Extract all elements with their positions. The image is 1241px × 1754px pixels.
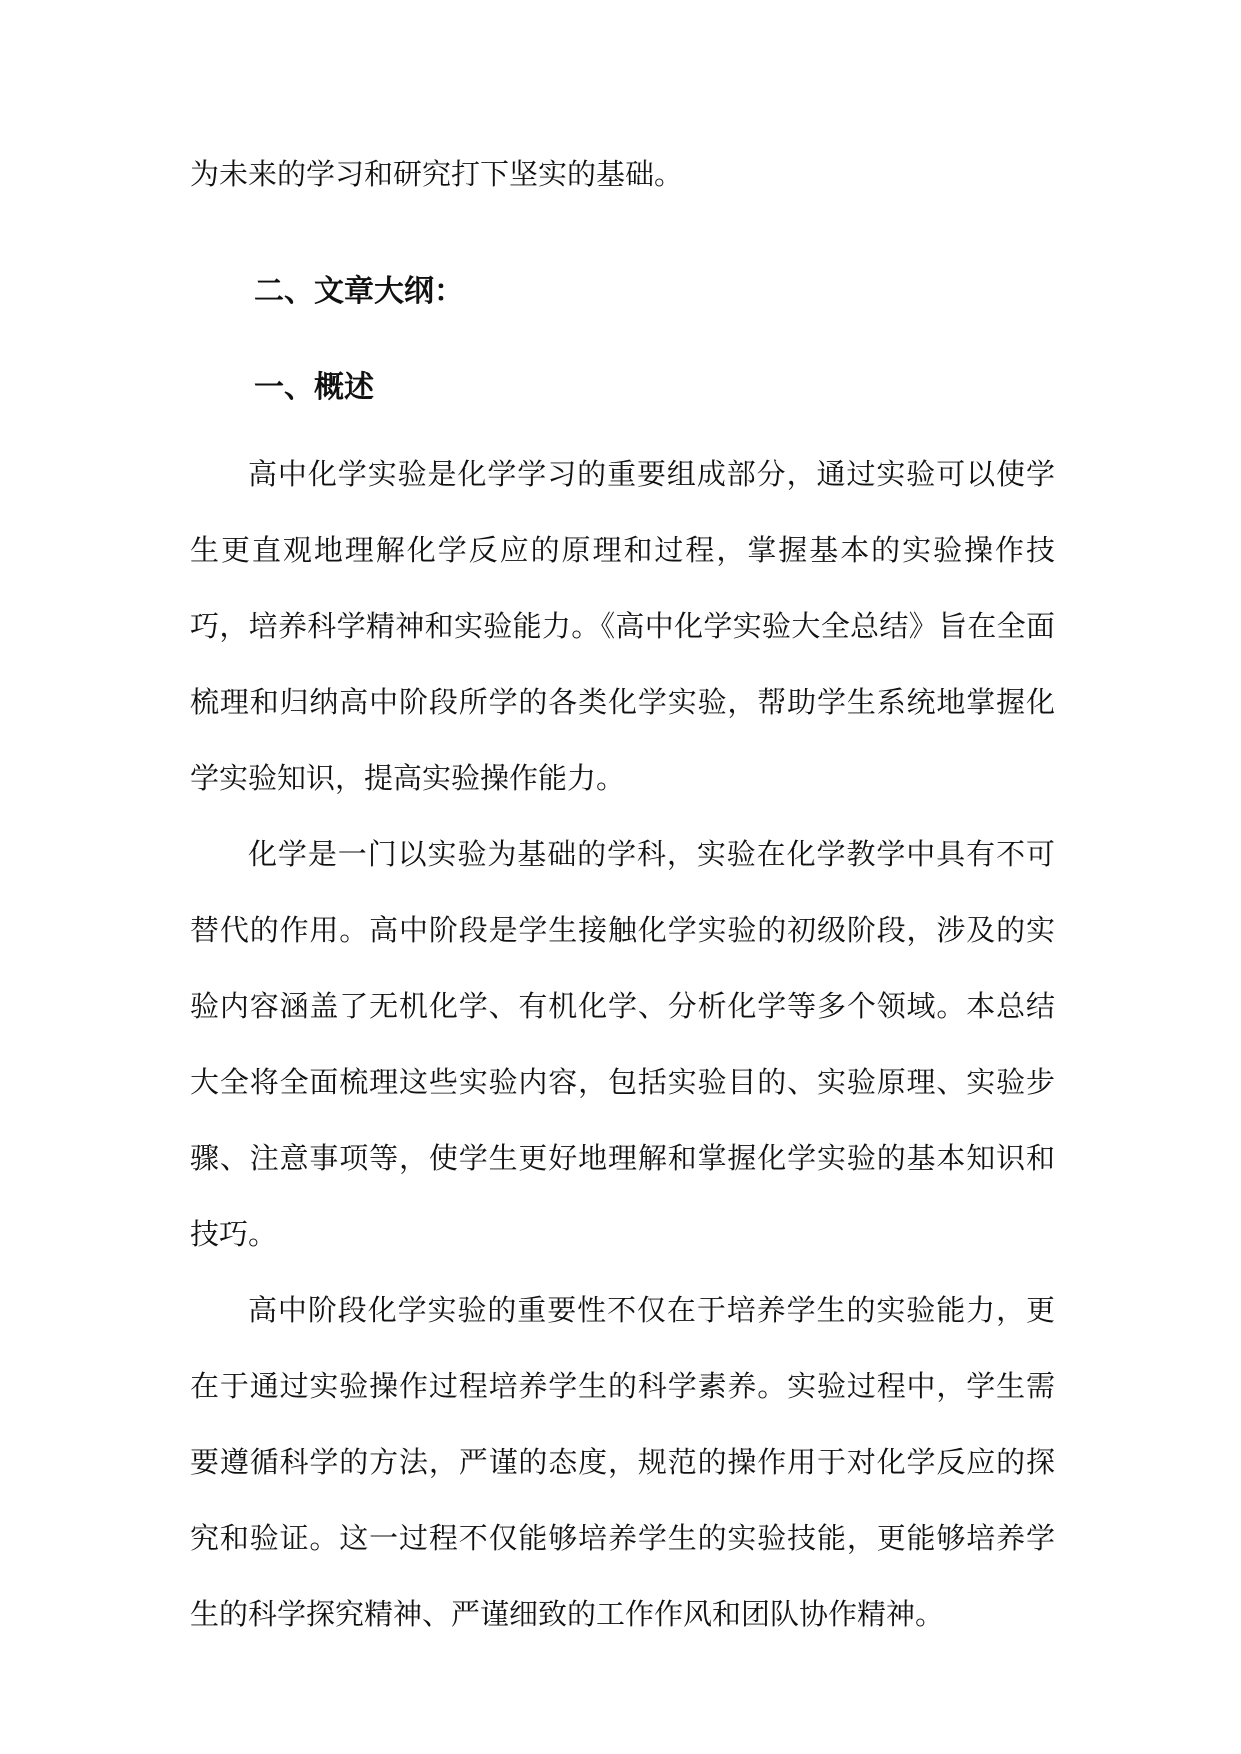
body-paragraph-3: 高中阶段化学实验的重要性不仅在于培养学生的实验能力，更在于通过实验操作过程培养学生的科学素养。实验过程中，学生需要遵循科学的方法，严谨的态度，规范的操作用于对化学反应的探究和验证。这一过程不仅能够培养学生的实验技能，更能够培养学生的科学探究精神、严谨细致的工作作风和团队协作精神。 [190,1293,1055,1631]
section-heading-outline: 二、文章大纲： [254,274,464,309]
body-paragraph-2: 化学是一门以实验为基础的学科，实验在化学教学中具有不可替代的作用。高中阶段是学生接触化学实验的初级阶段，涉及的实验内容涵盖了无机化学、有机化学、分析化学等多个领域。本总结大全将全面梳理这些实验内容，包括实验目的、实验原理、实验步骤、注意事项等，使学生更好地理解和掌握化学实验的基本知识和技巧。 [190,837,1055,1251]
body-paragraph-1: 高中化学实验是化学学习的重要组成部分，通过实验可以使学生更直观地理解化学反应的原理和过程，掌握基本的实验操作技巧，培养科学精神和实验能力。《高中化学实验大全总结》旨在全面梳理和归纳高中阶段所学的各类化学实验，帮助学生系统地掌握化学实验知识，提高实验操作能力。 [190,457,1055,795]
section-heading-overview: 一、概述 [254,370,374,405]
intro-paragraph-fragment: 为未来的学习和研究打下坚实的基础。 [190,157,684,191]
document-body [190,136,1055,1652]
